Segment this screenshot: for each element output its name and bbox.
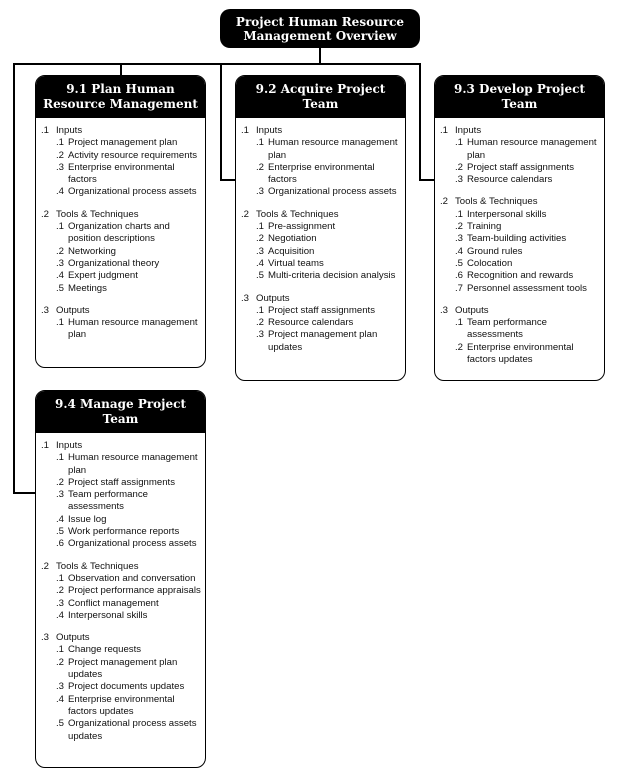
section-heading bbox=[440, 305, 600, 317]
item-text: Project management plan updates bbox=[268, 329, 378, 353]
section-heading bbox=[241, 293, 401, 305]
item-number: .5 bbox=[56, 718, 65, 730]
card-title-bar bbox=[435, 76, 604, 118]
item-number: .3 bbox=[455, 233, 464, 245]
section-number: .3 bbox=[440, 304, 449, 316]
list-item bbox=[440, 258, 600, 270]
list-item bbox=[241, 246, 401, 258]
item-number: .4 bbox=[256, 257, 265, 269]
item-number: .6 bbox=[56, 538, 65, 550]
list-item bbox=[41, 489, 201, 514]
connector-right-tick-9-3 bbox=[419, 179, 435, 181]
connector-left-vertical bbox=[13, 63, 15, 493]
item-text: Organizational process assets bbox=[68, 186, 197, 198]
list-item bbox=[41, 283, 201, 295]
list-item bbox=[41, 526, 201, 538]
item-text: Pre-assignment bbox=[268, 221, 336, 233]
connector-horizontal-bar bbox=[13, 63, 420, 65]
list-item bbox=[241, 329, 401, 354]
item-number: .3 bbox=[56, 597, 65, 609]
card-section bbox=[241, 125, 401, 199]
process-card-9-3 bbox=[434, 75, 605, 381]
list-item bbox=[41, 681, 201, 693]
list-item bbox=[41, 258, 201, 270]
item-number: .4 bbox=[56, 609, 65, 621]
list-item bbox=[241, 258, 401, 270]
item-number: .3 bbox=[256, 329, 265, 341]
section-number: .3 bbox=[41, 632, 50, 644]
item-text: Team performance assessments bbox=[467, 317, 547, 341]
list-item bbox=[440, 209, 600, 221]
list-item bbox=[41, 514, 201, 526]
section-label: Outputs bbox=[56, 632, 90, 644]
section-heading bbox=[41, 440, 201, 452]
item-text: Project staff assignments bbox=[68, 476, 176, 488]
list-item bbox=[440, 246, 600, 258]
list-item bbox=[241, 305, 401, 317]
list-item bbox=[41, 644, 201, 656]
card-title: 9.3 Develop Project Team bbox=[453, 82, 585, 111]
list-item bbox=[41, 598, 201, 610]
item-text: Personnel assessment tools bbox=[467, 282, 587, 294]
card-title: 9.4 Manage Project Team bbox=[55, 397, 186, 426]
item-text: Virtual teams bbox=[268, 257, 324, 269]
section-heading bbox=[241, 209, 401, 221]
list-item bbox=[41, 610, 201, 622]
list-item bbox=[440, 174, 600, 186]
list-item bbox=[41, 452, 201, 477]
item-text: Human resource management plan bbox=[68, 452, 198, 476]
card-section bbox=[41, 632, 201, 743]
card-title-bar bbox=[36, 391, 205, 433]
list-item bbox=[41, 221, 201, 246]
item-text: Enterprise environmental factors bbox=[268, 161, 375, 186]
item-number: .4 bbox=[56, 513, 65, 525]
item-number: .2 bbox=[455, 161, 464, 173]
item-number: .2 bbox=[56, 476, 65, 488]
section-heading bbox=[41, 561, 201, 573]
card-section bbox=[41, 125, 201, 199]
item-text: Activity resource requirements bbox=[68, 149, 198, 161]
section-label: Inputs bbox=[256, 125, 283, 136]
list-item bbox=[241, 162, 401, 187]
item-text: Project staff assignments bbox=[268, 304, 376, 316]
item-text: Project management plan updates bbox=[68, 656, 178, 681]
item-text: Resource calendars bbox=[467, 174, 553, 186]
section-label: Outputs bbox=[455, 304, 489, 316]
list-item bbox=[41, 317, 201, 342]
card-section bbox=[41, 305, 201, 342]
item-number: .2 bbox=[256, 233, 265, 245]
item-text: Change requests bbox=[68, 644, 142, 656]
list-item bbox=[440, 342, 600, 367]
item-text: Interpersonal skills bbox=[68, 609, 148, 621]
item-number: .3 bbox=[56, 489, 65, 501]
section-label: Tools & Techniques bbox=[455, 196, 538, 208]
item-number: .1 bbox=[56, 572, 65, 584]
card-section bbox=[241, 293, 401, 354]
section-heading bbox=[41, 125, 201, 137]
section-label: Tools & Techniques bbox=[56, 560, 139, 572]
item-number: .2 bbox=[256, 317, 265, 329]
item-text: Project documents updates bbox=[68, 681, 185, 693]
item-number: .1 bbox=[455, 208, 464, 220]
section-label: Inputs bbox=[455, 125, 482, 136]
root-title: Project Human Resource Management Overview bbox=[235, 15, 405, 43]
item-number: .4 bbox=[455, 245, 464, 257]
section-number: .1 bbox=[440, 125, 449, 136]
list-item bbox=[241, 317, 401, 329]
list-item bbox=[241, 270, 401, 282]
list-item bbox=[440, 137, 600, 162]
item-number: .7 bbox=[455, 282, 464, 294]
card-section bbox=[440, 125, 600, 186]
card-body bbox=[36, 433, 205, 743]
item-text: Meetings bbox=[68, 282, 107, 294]
item-number: .5 bbox=[56, 282, 65, 294]
section-number: .2 bbox=[241, 208, 250, 220]
section-label: Tools & Techniques bbox=[56, 208, 139, 220]
item-number: .2 bbox=[56, 585, 65, 597]
connector-root-stem bbox=[319, 47, 321, 64]
process-card-9-4 bbox=[35, 390, 206, 768]
item-text: Organizational process assets updates bbox=[68, 718, 197, 742]
card-body bbox=[435, 118, 604, 366]
card-title-bar bbox=[236, 76, 405, 118]
section-number: .3 bbox=[241, 292, 250, 304]
item-text: Recognition and rewards bbox=[467, 270, 574, 282]
item-number: .5 bbox=[56, 526, 65, 538]
connector-to-9-4 bbox=[13, 492, 36, 494]
section-label: Inputs bbox=[56, 440, 83, 451]
item-text: Team-building activities bbox=[467, 233, 567, 245]
item-text: Resource calendars bbox=[268, 317, 354, 329]
item-text: Human resource management plan bbox=[467, 137, 597, 161]
section-heading bbox=[440, 125, 600, 137]
item-number: .1 bbox=[256, 137, 265, 149]
card-body bbox=[236, 118, 405, 354]
item-text: Interpersonal skills bbox=[467, 208, 547, 220]
list-item bbox=[41, 694, 201, 719]
item-number: .2 bbox=[455, 341, 464, 353]
list-item bbox=[41, 585, 201, 597]
item-number: .3 bbox=[256, 186, 265, 198]
section-number: .1 bbox=[41, 125, 50, 136]
item-text: Negotiation bbox=[268, 233, 317, 245]
section-number: .2 bbox=[41, 208, 50, 220]
item-number: .2 bbox=[56, 149, 65, 161]
item-text: Project performance appraisals bbox=[68, 585, 201, 597]
item-text: Acquisition bbox=[268, 245, 315, 257]
item-number: .1 bbox=[256, 221, 265, 233]
card-section bbox=[41, 440, 201, 551]
card-section bbox=[241, 209, 401, 283]
list-item bbox=[41, 246, 201, 258]
list-item bbox=[41, 150, 201, 162]
item-text: Organization charts and position descriptions bbox=[68, 221, 170, 245]
section-label: Outputs bbox=[256, 292, 290, 304]
item-text: Human resource management plan bbox=[68, 317, 198, 341]
item-number: .3 bbox=[56, 257, 65, 269]
process-card-9-1 bbox=[35, 75, 206, 368]
item-text: Enterprise environmental factors updates bbox=[68, 693, 175, 717]
section-heading bbox=[241, 125, 401, 137]
item-text: Networking bbox=[68, 245, 116, 257]
section-heading bbox=[41, 305, 201, 317]
section-heading bbox=[440, 196, 600, 208]
item-number: .1 bbox=[256, 304, 265, 316]
item-text: Observation and conversation bbox=[68, 572, 196, 584]
item-number: .1 bbox=[56, 137, 65, 149]
list-item bbox=[41, 657, 201, 682]
item-number: .1 bbox=[56, 452, 65, 464]
section-number: .2 bbox=[41, 560, 50, 572]
section-label: Outputs bbox=[56, 304, 90, 316]
list-item bbox=[241, 186, 401, 198]
item-number: .2 bbox=[56, 245, 65, 257]
item-number: .4 bbox=[56, 270, 65, 282]
item-number: .6 bbox=[455, 270, 464, 282]
card-section bbox=[41, 209, 201, 295]
item-number: .1 bbox=[455, 137, 464, 149]
list-item bbox=[41, 186, 201, 198]
section-heading bbox=[41, 209, 201, 221]
card-title: 9.2 Acquire Project Team bbox=[255, 82, 386, 111]
item-text: Team performance assessments bbox=[68, 489, 148, 513]
item-number: .3 bbox=[56, 681, 65, 693]
section-number: .1 bbox=[41, 440, 50, 451]
section-label: Tools & Techniques bbox=[256, 208, 339, 220]
item-number: .1 bbox=[56, 317, 65, 329]
item-text: Enterprise environmental factors updates bbox=[467, 341, 574, 366]
item-text: Project staff assignments bbox=[467, 161, 575, 173]
item-text: Project management plan bbox=[68, 137, 178, 149]
item-number: .5 bbox=[256, 270, 265, 282]
list-item bbox=[440, 233, 600, 245]
item-number: .2 bbox=[56, 656, 65, 668]
item-text: Organizational theory bbox=[68, 257, 160, 269]
item-text: Ground rules bbox=[467, 245, 523, 257]
list-item bbox=[440, 283, 600, 295]
section-heading bbox=[41, 632, 201, 644]
section-number: .3 bbox=[41, 304, 50, 316]
item-number: .5 bbox=[455, 257, 464, 269]
item-number: .1 bbox=[455, 317, 464, 329]
card-section bbox=[41, 561, 201, 622]
item-text: Multi-criteria decision analysis bbox=[268, 270, 396, 282]
section-label: Inputs bbox=[56, 125, 83, 136]
list-item bbox=[241, 137, 401, 162]
item-number: .4 bbox=[56, 693, 65, 705]
item-number: .3 bbox=[256, 245, 265, 257]
item-text: Organizational process assets bbox=[68, 538, 197, 550]
item-number: .1 bbox=[56, 644, 65, 656]
item-number: .3 bbox=[455, 174, 464, 186]
section-number: .2 bbox=[440, 196, 449, 208]
section-number: .1 bbox=[241, 125, 250, 136]
list-item bbox=[41, 718, 201, 743]
list-item bbox=[241, 221, 401, 233]
list-item bbox=[41, 538, 201, 550]
item-text: Colocation bbox=[467, 257, 513, 269]
item-text: Training bbox=[467, 221, 502, 233]
item-text: Work performance reports bbox=[68, 526, 180, 538]
list-item bbox=[440, 221, 600, 233]
list-item bbox=[440, 270, 600, 282]
list-item bbox=[241, 233, 401, 245]
list-item bbox=[440, 162, 600, 174]
item-number: .2 bbox=[256, 161, 265, 173]
connector-right-drop-9-2 bbox=[220, 63, 222, 180]
card-title-bar bbox=[36, 76, 205, 118]
item-text: Issue log bbox=[68, 513, 107, 525]
item-number: .1 bbox=[56, 221, 65, 233]
item-number: .2 bbox=[455, 221, 464, 233]
root-title-box bbox=[220, 9, 420, 48]
card-section bbox=[440, 305, 600, 366]
item-number: .3 bbox=[56, 161, 65, 173]
item-text: Enterprise environmental factors bbox=[68, 161, 175, 186]
list-item bbox=[41, 137, 201, 149]
card-body bbox=[36, 118, 205, 342]
card-section bbox=[440, 196, 600, 294]
item-text: Organizational process assets bbox=[268, 186, 397, 198]
connector-right-tick-9-2 bbox=[220, 179, 236, 181]
connector-right-drop-9-3 bbox=[419, 63, 421, 180]
card-title: 9.1 Plan Human Resource Management bbox=[43, 82, 198, 111]
list-item bbox=[440, 317, 600, 342]
process-card-9-2 bbox=[235, 75, 406, 381]
connector-to-9-1 bbox=[120, 63, 122, 75]
item-number: .4 bbox=[56, 186, 65, 198]
item-text: Human resource management plan bbox=[268, 137, 398, 161]
item-text: Expert judgment bbox=[68, 270, 138, 282]
list-item bbox=[41, 573, 201, 585]
item-text: Conflict management bbox=[68, 597, 159, 609]
list-item bbox=[41, 270, 201, 282]
list-item bbox=[41, 477, 201, 489]
list-item bbox=[41, 162, 201, 187]
